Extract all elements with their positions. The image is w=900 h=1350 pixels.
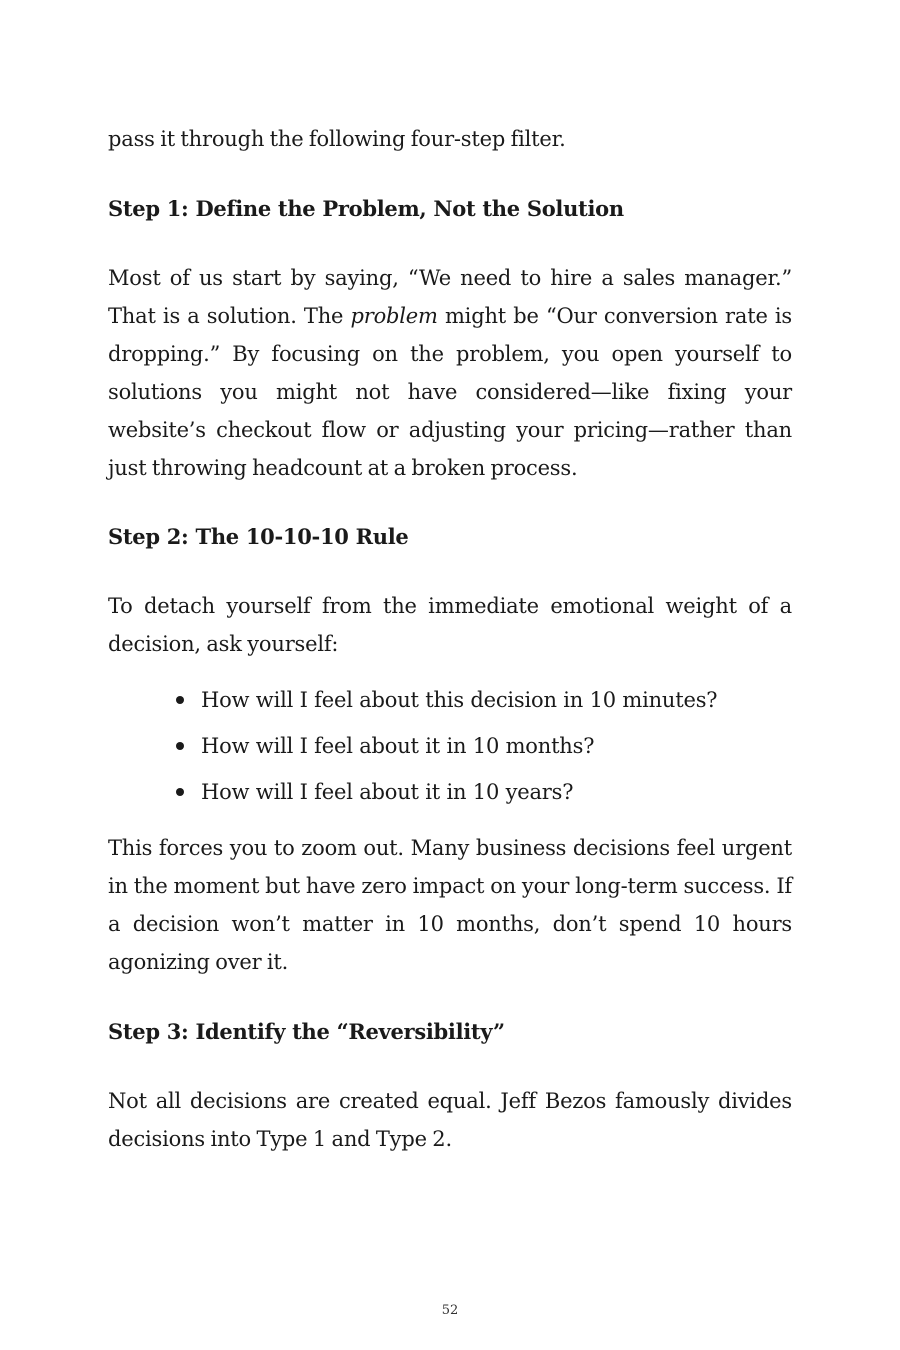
- list-item-text: How will I feel about it in 10 months?: [201, 734, 595, 758]
- step-1-heading: Step 1: Define the Problem, Not the Solution: [108, 196, 624, 221]
- step-3-paragraph: Not all decisions are created equal. Jeff Bezos famously divides decisions into Type 1 and Type 2.: [108, 1089, 792, 1151]
- intro-line: pass it through the following four-step filter.: [108, 127, 566, 151]
- step-1-text-part2: might be “Our conversion rate is dropping.” By focusing on the problem, you open yourself to solutions you might not have considered—like fixing your website’s checkout flow or adjusting your pricing—rather than just throwing headcount at a broken process.: [108, 304, 792, 480]
- step-2-heading: Step 2: The 10-10-10 Rule: [108, 524, 409, 549]
- bullet-icon: [176, 742, 184, 750]
- step-1-emphasis: problem: [350, 304, 438, 328]
- list-item-text: How will I feel about this decision in 10 minutes?: [201, 688, 718, 712]
- list-item: [108, 769, 792, 815]
- page-number: 52: [441, 1303, 459, 1318]
- bullet-icon: [176, 696, 184, 704]
- step-1-text-part1: Most of us start by saying, “We need to hire a sales manager.” That is a solution. The: [108, 266, 792, 328]
- step-2-intro: To detach yourself from the immediate emotional weight of a decision, ask yourself:: [108, 594, 792, 656]
- list-item-text: How will I feel about it in 10 years?: [201, 780, 574, 804]
- step-2-question-list: [108, 677, 792, 815]
- list-item: [108, 723, 792, 769]
- bullet-icon: [176, 788, 184, 796]
- step-1-paragraph: [108, 259, 792, 487]
- step-2-conclusion: This forces you to zoom out. Many business decisions feel urgent in the moment but have zero impact on your long-term success. If a decision won’t matter in 10 months, don’t spend 10 hours agonizing over it.: [108, 836, 792, 974]
- step-3-heading: Step 3: Identify the “Reversibility”: [108, 1019, 505, 1044]
- list-item: [108, 677, 792, 723]
